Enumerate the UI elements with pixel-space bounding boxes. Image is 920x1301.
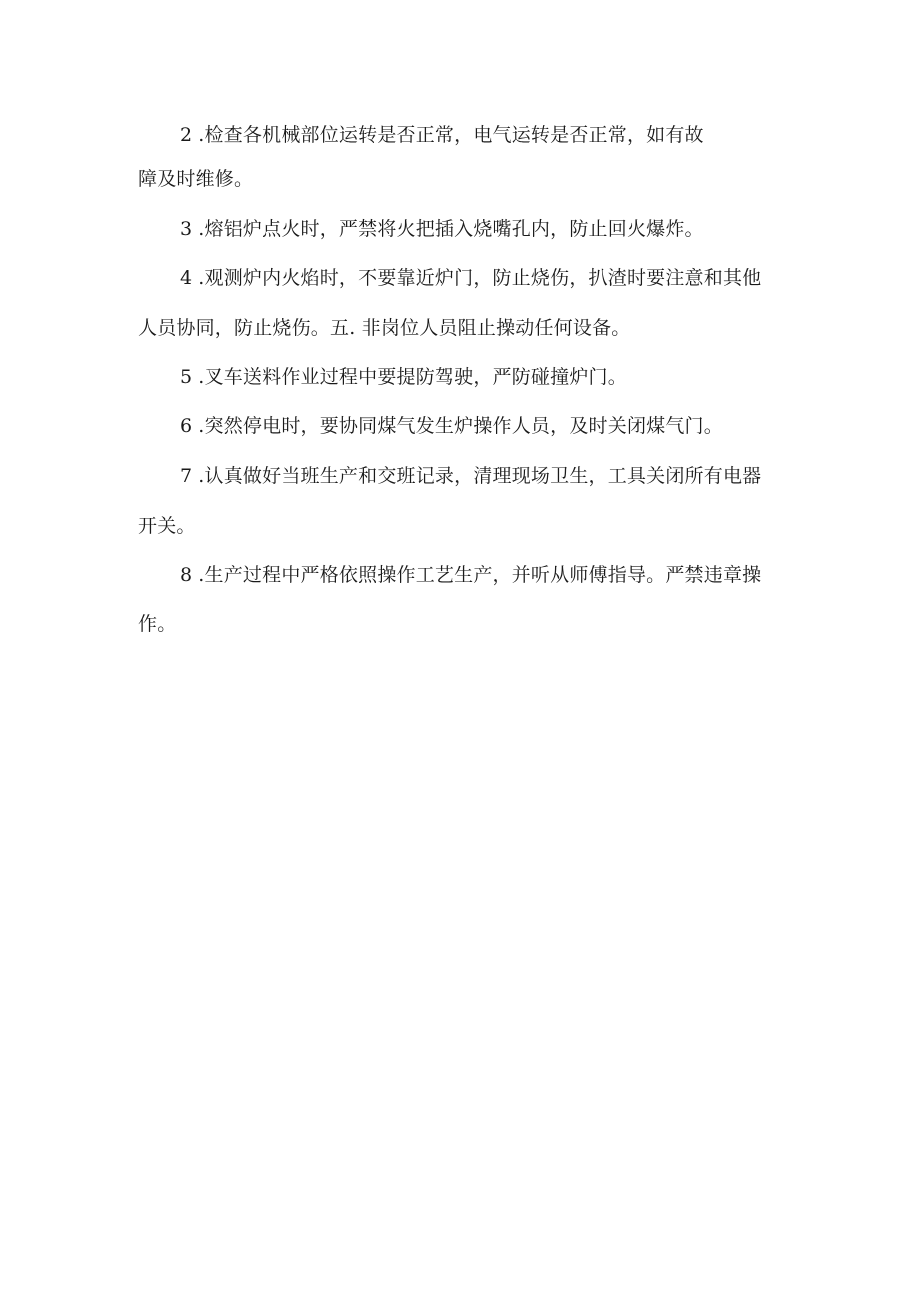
item-2-line-1: [180, 123, 704, 147]
item-number: 6: [180, 415, 193, 437]
item-text: .检查各机械部位运转是否正常，电气运转是否正常，如有故: [198, 124, 704, 146]
item-text: .认真做好当班生产和交班记录，清理现场卫生，工具关闭所有电器: [198, 465, 762, 487]
item-4-line-1: [180, 266, 761, 290]
item-number: 8: [180, 564, 193, 586]
item-text: .观测炉内火焰时，不要靠近炉门，防止烧伤，扒渣时要注意和其他: [198, 267, 762, 289]
item-3-line-1: [180, 217, 704, 241]
item-7-line-2: 开关。: [138, 515, 196, 537]
item-text: .突然停电时，要协同煤气发生炉操作人员，及时关闭煤气门。: [198, 415, 723, 437]
item-text: .熔铝炉点火时，严禁将火把插入烧嘴孔内，防止回火爆炸。: [198, 218, 704, 240]
item-number: 4: [180, 267, 193, 289]
item-7-line-1: [180, 464, 761, 488]
item-number: 2: [180, 124, 193, 146]
item-8-line-2: 作。: [138, 613, 177, 635]
item-8-line-1: [180, 563, 761, 587]
item-number: 7: [180, 465, 193, 487]
item-text: .生产过程中严格依照操作工艺生产，并听从师傅指导。严禁违章操: [198, 564, 762, 586]
item-number: 5: [180, 366, 193, 388]
item-6-line-1: [180, 414, 723, 438]
item-5-line-1: [180, 365, 627, 389]
item-4-line-2: 人员协同，防止烧伤。五. 非岗位人员阻止操动任何设备。: [138, 317, 631, 339]
item-2-line-2: 障及时维修。: [138, 168, 254, 190]
item-text: .叉车送料作业过程中要提防驾驶，严防碰撞炉门。: [198, 366, 627, 388]
item-number: 3: [180, 218, 193, 240]
